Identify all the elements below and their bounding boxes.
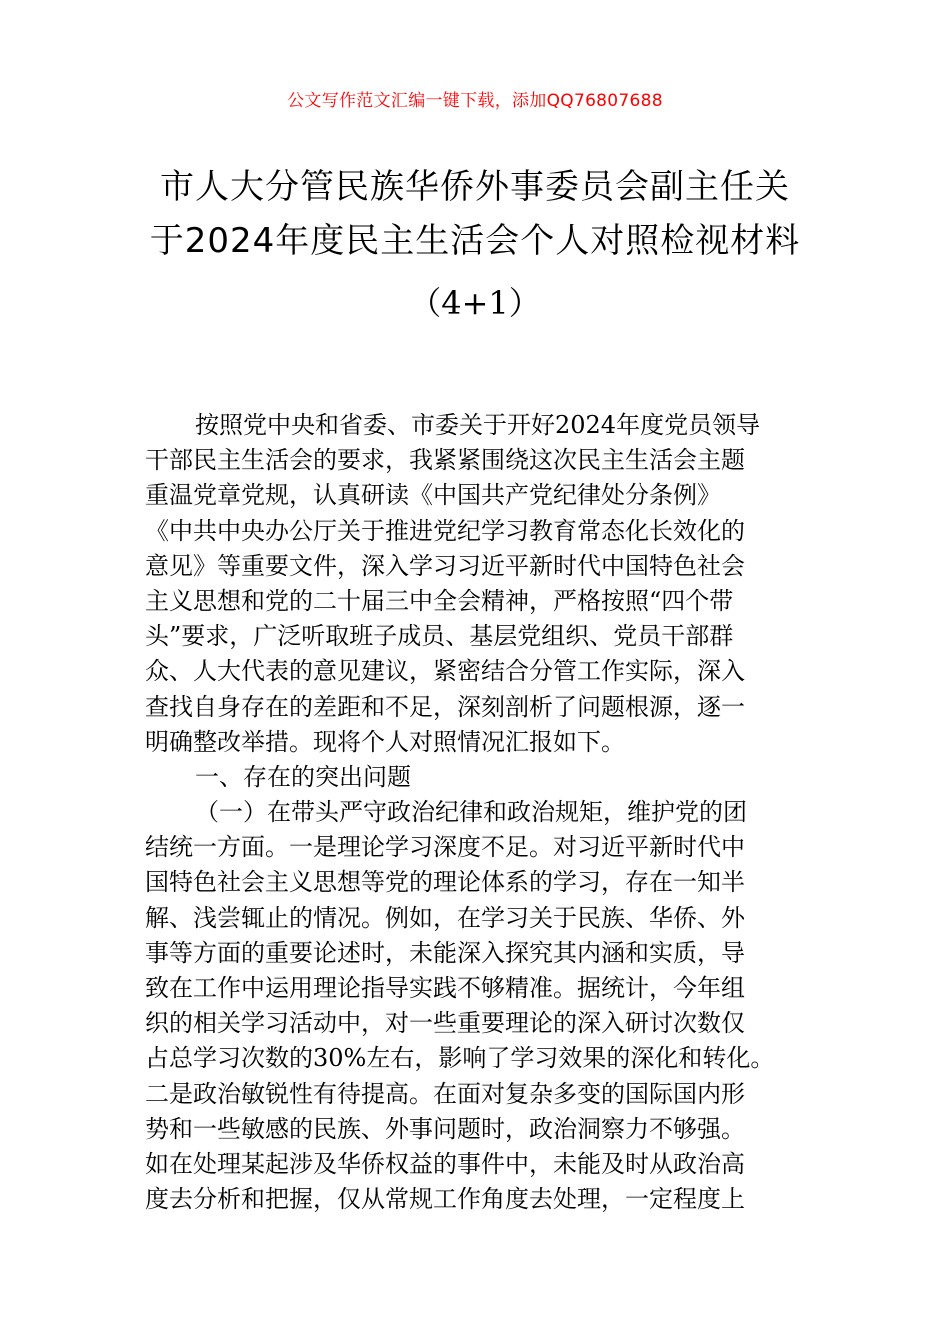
header-note: 公文写作范文汇编一键下载，添加QQ76807688: [287, 91, 663, 111]
body-line: 查找自身存在的差距和不足，深刻剖析了问题根源，逐一: [145, 692, 745, 721]
body-line: 致在工作中运用理论指导实践不够精准。据统计，今年组: [145, 974, 745, 1002]
body-line: （一）在带头严守政治纪律和政治规矩，维护党的团: [195, 798, 747, 827]
body-line: 结统一方面。一是理论学习深度不足。对习近平新时代中: [145, 833, 745, 862]
title-line-1: 市人大分管民族华侨外事委员会副主任关: [160, 167, 790, 207]
body-line: 意见》等重要文件，深入学习习近平新时代中国特色社会: [145, 551, 745, 580]
title-line-2: 于2024年度民主生活会个人对照检视材料: [149, 221, 801, 261]
section-heading: 一、存在的突出问题: [195, 762, 411, 791]
document-body: [145, 408, 810, 1217]
body-line: 《中共中央办公厅关于推进党纪学习教育常态化长效化的: [145, 516, 745, 545]
body-line: 明确整改举措。现将个人对照情况汇报如下。: [145, 727, 625, 756]
body-line: 众、人大代表的意见建议，紧密结合分管工作实际，深入: [145, 657, 745, 686]
body-line: 势和一些敏感的民族、外事问题时，政治洞察力不够强。: [145, 1114, 745, 1143]
title-line-3: （4+1）: [409, 284, 541, 322]
body-line: 织的相关学习活动中，对一些重要理论的深入研讨次数仅: [145, 1009, 745, 1038]
body-line: 度去分析和把握，仅从常规工作角度去处理，一定程度上: [145, 1185, 745, 1214]
body-line: 按照党中央和省委、市委关于开好2024年度党员领导: [195, 411, 761, 439]
body-line: 占总学习次数的30%左右，影响了学习效果的深化和转化。: [145, 1044, 775, 1073]
body-line: 国特色社会主义思想等党的理论体系的学习，存在一知半: [145, 868, 745, 897]
body-line: 解、浅尝辄止的情况。例如，在学习关于民族、华侨、外: [145, 903, 745, 932]
body-line: 重温党章党规，认真研读《中国共产党纪律处分条例》: [145, 481, 721, 510]
body-line: 如在处理某起涉及华侨权益的事件中，未能及时从政治高: [145, 1149, 745, 1178]
body-line: 干部民主生活会的要求，我紧紧围绕这次民主生活会主题: [145, 446, 745, 475]
body-line: 头”要求，广泛听取班子成员、基层党组织、党员干部群: [145, 622, 734, 651]
body-line: 事等方面的重要论述时，未能深入探究其内涵和实质，导: [145, 938, 745, 967]
document-title: [140, 160, 810, 332]
body-line: 主义思想和党的二十届三中全会精神，严格按照“四个带: [145, 586, 734, 615]
body-line: 二是政治敏锐性有待提高。在面对复杂多变的国际国内形: [145, 1079, 745, 1108]
